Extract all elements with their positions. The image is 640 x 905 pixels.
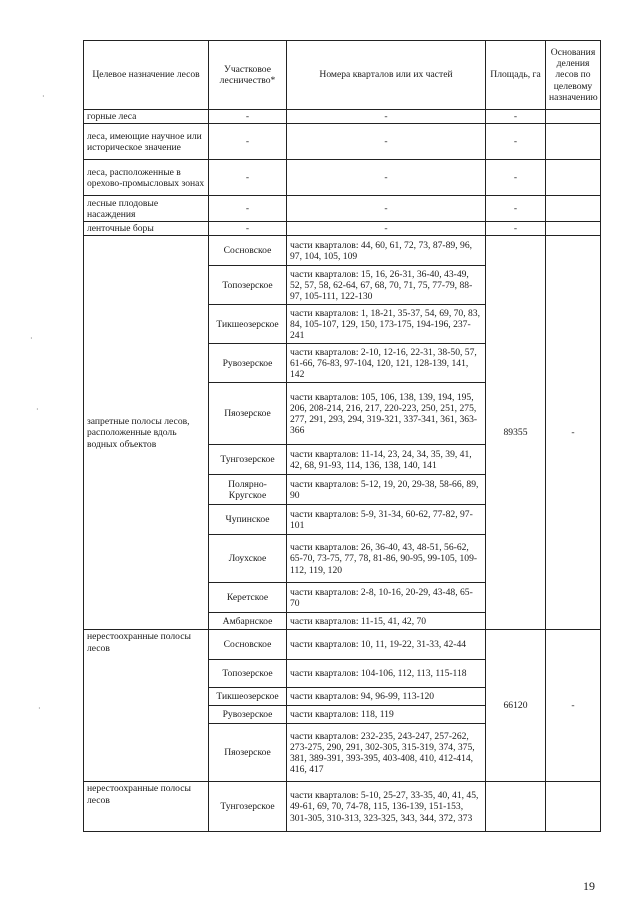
- quarters-cell: части кварталов: 11-14, 23, 24, 34, 35, 39, 41, 42, 68, 91-93, 114, 136, 138, 140, 141: [287, 445, 486, 475]
- forestry-cell: Сосновское: [209, 630, 287, 660]
- basis-cell: -: [546, 236, 601, 630]
- forestry-cell: Чупинское: [209, 505, 287, 535]
- forestry-cell: Пяозерское: [209, 383, 287, 445]
- forestry-cell: Топозерское: [209, 660, 287, 688]
- quarters-cell: -: [287, 110, 486, 124]
- quarters-cell: части кварталов: 118, 119: [287, 706, 486, 724]
- forest-purpose-table: [83, 40, 601, 832]
- purpose-cell: леса, расположенные в орехово-промысловых зонах: [84, 160, 209, 196]
- forestry-cell: Рувозерское: [209, 706, 287, 724]
- table-row: [84, 782, 601, 832]
- forestry-cell: Лоухское: [209, 535, 287, 583]
- forestry-cell: -: [209, 222, 287, 236]
- quarters-cell: части кварталов: 15, 16, 26-31, 36-40, 43-49, 52, 57, 58, 62-64, 67, 68, 70, 71, 75, 77-79, 88-97, 105-111, 122-130: [287, 266, 486, 305]
- forestry-cell: Тунгозерское: [209, 782, 287, 832]
- table-row: [84, 110, 601, 124]
- scan-speck: ·: [38, 704, 41, 713]
- purpose-cell: запретные полосы лесов, расположенные вдоль водных объектов: [84, 236, 209, 630]
- basis-cell: [546, 196, 601, 222]
- header-area: Площадь, га: [486, 41, 546, 110]
- forestry-cell: Амбарнское: [209, 613, 287, 630]
- quarters-cell: части кварталов: 104-106, 112, 113, 115-118: [287, 660, 486, 688]
- purpose-cell: лесные плодовые насаждения: [84, 196, 209, 222]
- forestry-cell: Тикшеозерское: [209, 688, 287, 706]
- area-cell: -: [486, 110, 546, 124]
- table-row: [84, 160, 601, 196]
- basis-cell: [546, 124, 601, 160]
- forestry-cell: -: [209, 110, 287, 124]
- header-basis: Основания деления лесов по целевому назначению: [546, 41, 601, 110]
- scan-speck: ·: [30, 334, 33, 343]
- quarters-cell: -: [287, 160, 486, 196]
- quarters-cell: части кварталов: 26, 36-40, 43, 48-51, 56-62, 65-70, 73-75, 77, 78, 81-86, 90-95, 99-105, 109-112, 119, 120: [287, 535, 486, 583]
- scan-speck: ·: [42, 92, 45, 101]
- table-row: [84, 124, 601, 160]
- header-forestry: Участковое лесничество*: [209, 41, 287, 110]
- area-cell: [486, 782, 546, 832]
- purpose-cell: леса, имеющие научное или историческое значение: [84, 124, 209, 160]
- basis-cell: -: [546, 630, 601, 782]
- scan-speck: ·: [36, 405, 39, 414]
- area-cell: 66120: [486, 630, 546, 782]
- forestry-cell: Тикшеозерское: [209, 305, 287, 344]
- area-cell: 89355: [486, 236, 546, 630]
- purpose-cell: ленточные боры: [84, 222, 209, 236]
- table-row: [84, 236, 601, 266]
- quarters-cell: части кварталов: 5-10, 25-27, 33-35, 40, 41, 45, 49-61, 69, 70, 74-78, 115, 136-139, 151-153, 301-305, 310-313, 323-325, 343, 344, 372, 373: [287, 782, 486, 832]
- header-purpose: Целевое назначение лесов: [84, 41, 209, 110]
- header-row: [84, 41, 601, 110]
- area-cell: -: [486, 160, 546, 196]
- forestry-cell: Топозерское: [209, 266, 287, 305]
- header-quarters: Номера кварталов или их частей: [287, 41, 486, 110]
- forestry-cell: Рувозерское: [209, 344, 287, 383]
- quarters-cell: -: [287, 196, 486, 222]
- quarters-cell: части кварталов: 2-8, 10-16, 20-29, 43-48, 65-70: [287, 583, 486, 613]
- quarters-cell: -: [287, 222, 486, 236]
- area-cell: -: [486, 124, 546, 160]
- quarters-cell: части кварталов: 44, 60, 61, 72, 73, 87-89, 96, 97, 104, 105, 109: [287, 236, 486, 266]
- forestry-cell: Керетское: [209, 583, 287, 613]
- quarters-cell: части кварталов: 5-12, 19, 20, 29-38, 58-66, 89, 90: [287, 475, 486, 505]
- quarters-cell: части кварталов: 5-9, 31-34, 60-62, 77-82, 97-101: [287, 505, 486, 535]
- purpose-cell: нерестоохранные полосы лесов: [84, 630, 209, 782]
- table-row: [84, 222, 601, 236]
- basis-cell: [546, 110, 601, 124]
- forestry-cell: -: [209, 196, 287, 222]
- area-cell: -: [486, 222, 546, 236]
- quarters-cell: части кварталов: 2-10, 12-16, 22-31, 38-50, 57, 61-66, 76-83, 97-104, 120, 121, 128-139, 141, 142: [287, 344, 486, 383]
- forestry-cell: Сосновское: [209, 236, 287, 266]
- forestry-cell: Пяозерское: [209, 724, 287, 782]
- quarters-cell: части кварталов: 232-235, 243-247, 257-262, 273-275, 290, 291, 302-305, 315-319, 374, 375, 381, 389-391, 393-395, 403-408, 410, 412-414, 416, 417: [287, 724, 486, 782]
- purpose-cell: горные леса: [84, 110, 209, 124]
- forestry-cell: -: [209, 124, 287, 160]
- quarters-cell: части кварталов: 94, 96-99, 113-120: [287, 688, 486, 706]
- quarters-cell: части кварталов: 105, 106, 138, 139, 194, 195, 206, 208-214, 216, 217, 220-223, 250, 251, 275, 277, 291, 293, 294, 319-321, 337-341, 361, 363-366: [287, 383, 486, 445]
- table-row: [84, 630, 601, 660]
- table-row: [84, 196, 601, 222]
- quarters-cell: -: [287, 124, 486, 160]
- basis-cell: [546, 160, 601, 196]
- quarters-cell: части кварталов: 11-15, 41, 42, 70: [287, 613, 486, 630]
- purpose-cell: нерестоохранные полосы лесов: [84, 782, 209, 832]
- basis-cell: [546, 222, 601, 236]
- area-cell: -: [486, 196, 546, 222]
- forestry-cell: Полярно-Кругское: [209, 475, 287, 505]
- basis-cell: [546, 782, 601, 832]
- page-number: 19: [583, 879, 595, 893]
- forestry-cell: Тунгозерское: [209, 445, 287, 475]
- quarters-cell: части кварталов: 1, 18-21, 35-37, 54, 69, 70, 83, 84, 105-107, 129, 150, 173-175, 194-196, 237-241: [287, 305, 486, 344]
- quarters-cell: части кварталов: 10, 11, 19-22, 31-33, 42-44: [287, 630, 486, 660]
- forestry-cell: -: [209, 160, 287, 196]
